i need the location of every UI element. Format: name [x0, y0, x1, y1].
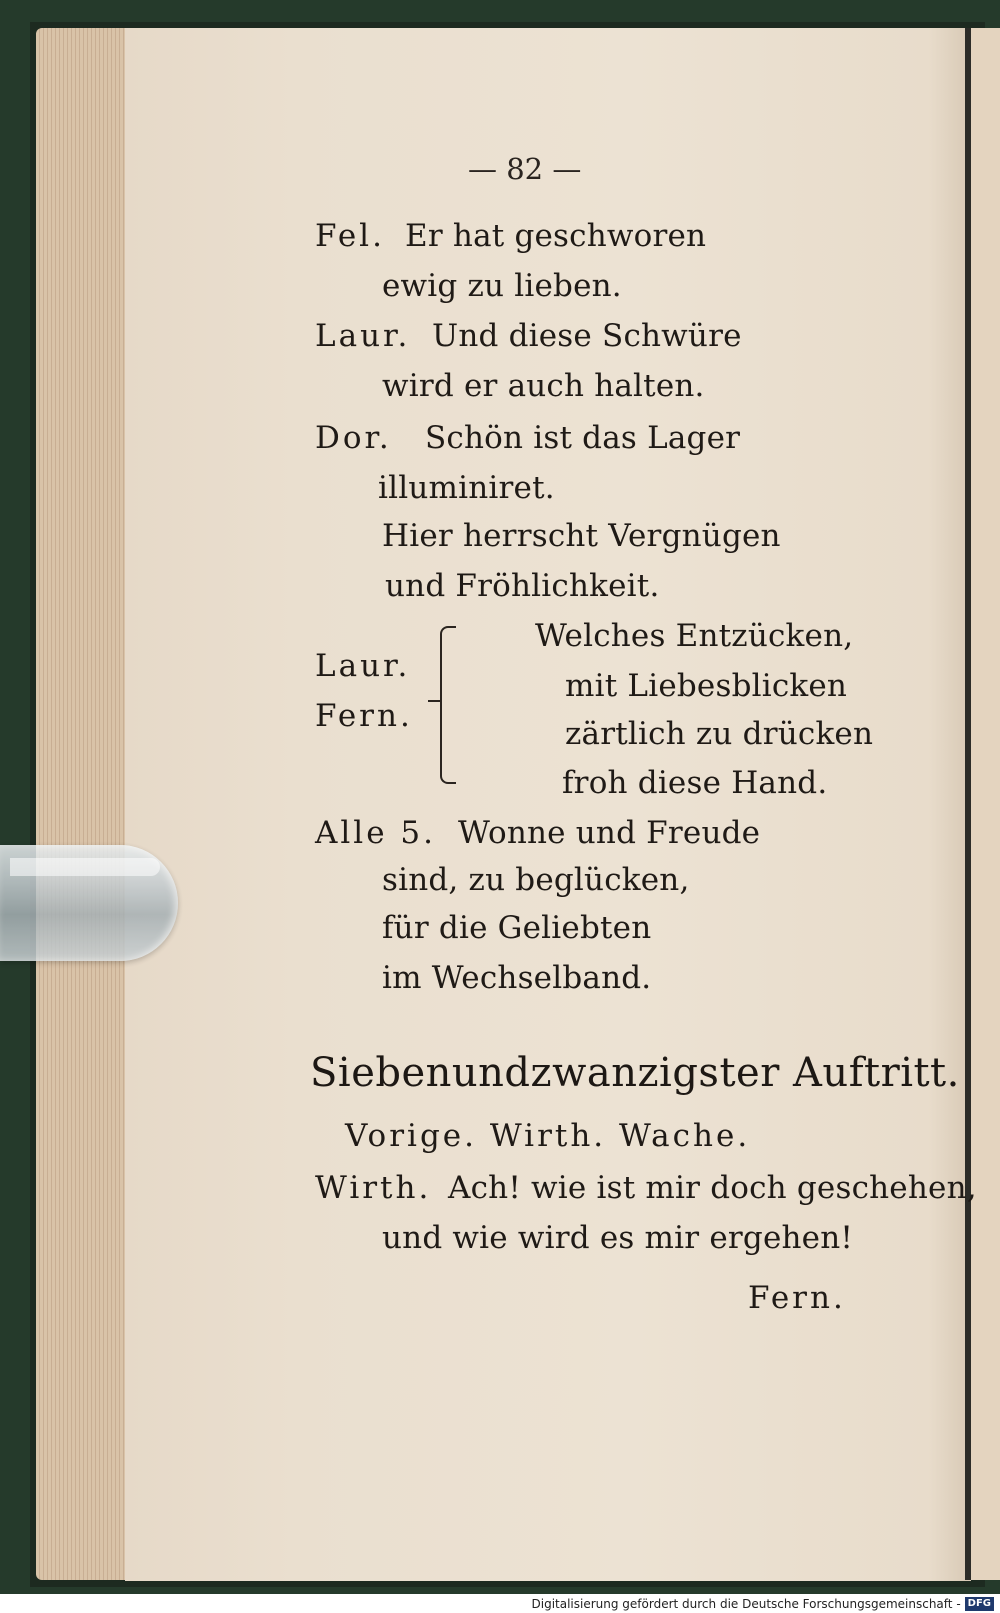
- verse-line: Schön ist das Lager: [425, 420, 741, 456]
- speaker-brace-tip: [428, 700, 442, 702]
- verse-line: Ach! wie ist mir doch geschehen,: [448, 1170, 977, 1206]
- speaker-alle: Alle 5.: [315, 815, 436, 851]
- book-page: [125, 28, 971, 1581]
- speaker-fel: Fel.: [315, 218, 385, 254]
- page-clip-highlight: [10, 858, 160, 876]
- speaker-wirth: Wirth.: [315, 1170, 432, 1206]
- verse-line: illuminiret.: [378, 470, 555, 506]
- verse-line: froh diese Hand.: [562, 765, 828, 801]
- verse-line: Er hat geschworen: [405, 218, 707, 254]
- speaker-brace: [440, 626, 456, 784]
- footer-bar: [0, 1594, 1000, 1613]
- verse-line: im Wechselband.: [382, 960, 652, 996]
- verse-line: und wie wird es mir ergehen!: [382, 1220, 854, 1256]
- character-list: Vorige. Wirth. Wache.: [345, 1118, 751, 1154]
- verse-line: und Fröhlichkeit.: [385, 568, 660, 604]
- verse-line: mit Liebesblicken: [565, 668, 848, 704]
- verse-line: Und diese Schwüre: [432, 318, 742, 354]
- dfg-logo: DFG: [965, 1597, 994, 1611]
- verse-line: wird er auch halten.: [382, 368, 705, 404]
- verse-line: Hier herrscht Vergnügen: [382, 518, 781, 554]
- verse-line: sind, zu beglücken,: [382, 862, 690, 898]
- verse-line: zärtlich zu drücken: [565, 716, 874, 752]
- facing-page-edge: [971, 28, 1000, 1580]
- catchword: Fern.: [748, 1280, 846, 1316]
- scene-heading: Siebenundzwanzigster Auftritt.: [310, 1050, 960, 1096]
- page-number: — 82 —: [468, 152, 582, 186]
- verse-line: für die Geliebten: [382, 910, 652, 946]
- verse-line: Wonne und Freude: [458, 815, 761, 851]
- verse-line: Welches Entzücken,: [535, 618, 854, 654]
- speaker-fern: Fern.: [315, 698, 413, 734]
- footer-text: Digitalisierung gefördert durch die Deutsche Forschungsgemeinschaft -: [531, 1596, 961, 1611]
- speaker-laur: Laur.: [315, 318, 411, 354]
- speaker-dor: Dor.: [315, 420, 392, 456]
- verse-line: ewig zu lieben.: [382, 268, 622, 304]
- speaker-laur: Laur.: [315, 648, 411, 684]
